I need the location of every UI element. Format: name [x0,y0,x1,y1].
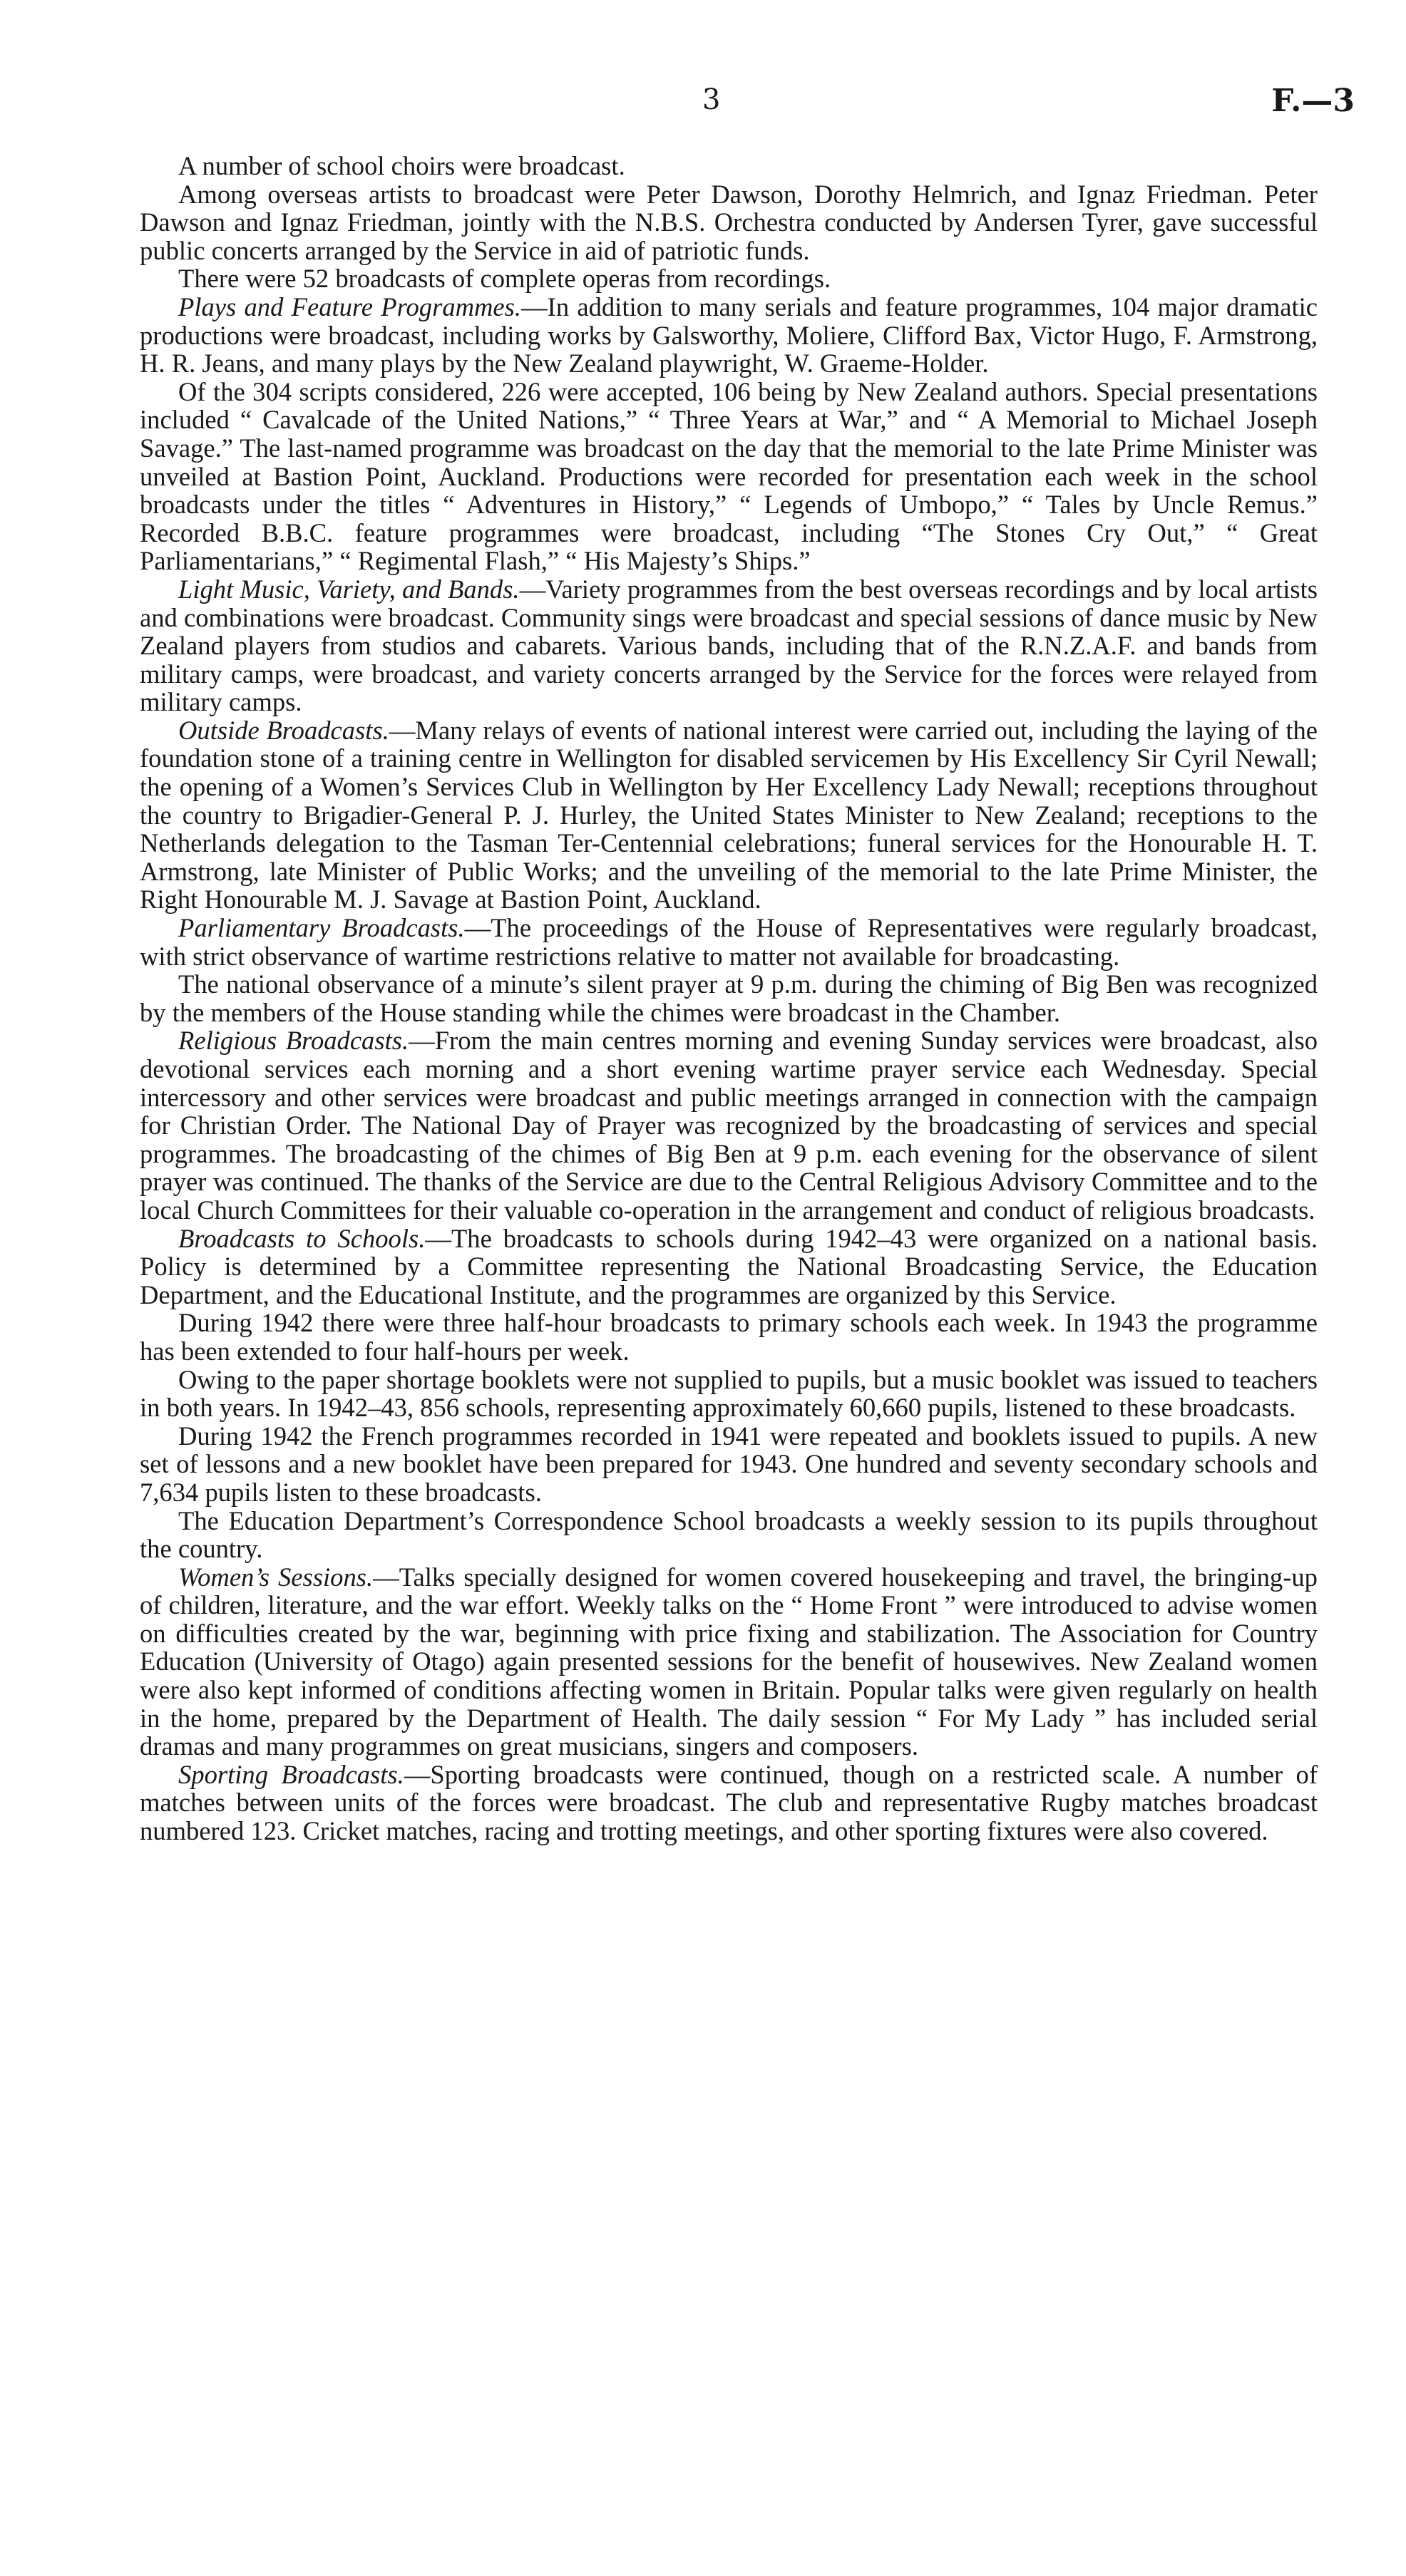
paragraph-school-choirs: A number of school choirs were broadcast. [178,151,625,180]
document-code: F.—3 [1271,83,1355,119]
paragraph-sporting-broadcasts: Sporting Broadcasts.—Sporting broadcasts were continued, though on a restricted scale. A number of matches between units of the forces were broadcast. The club and representative Rugby matches broadcast numbered 123. Cricket matches, racing and trotting meetings, and other sporting fixtures were also covered. [140,1759,1318,1846]
page-number: 3 [702,83,721,116]
paragraph-outside-broadcasts: Outside Broadcasts.—Many relays of events of national interest were carried out, including the laying of the foundation stone of a training centre in Wellington for disabled servicemen by His Excellency Sir Cyril Newall; the opening of a Women’s Services Club in Wellington by Her Excellency Lady Newall; receptions throughout the country to Brigadier-General P. J. Hurley, the United States Minister to New Zealand; receptions to the Netherlands delegation to the Tasman Ter-Centennial celebrations; funeral services for the Honourable H. T. Armstrong, late Minister of Public Works; and the unveiling of the memorial to the late Prime Minister, the Right Honourable M. J. Savage at Bastion Point, Auckland. [140,715,1318,915]
paragraph-overseas-artists: Among overseas artists to broadcast were Peter Dawson, Dorothy Helmrich, and Ignaz Friedman. Peter Dawson and Ignaz Friedman, jointly with the N.B.S. Orchestra conducted by Andersen Tyrer, gave successful public concerts arranged by the Service in aid of patriotic funds. [140,179,1318,265]
paragraph-light-music: Light Music, Variety, and Bands.—Variety programmes from the best overseas recordings and by local artists and combinations were broadcast. Community sings were broadcast and special sessions of dance music by New Zealand players from studios and cabarets. Various bands, including that of the R.N.Z.A.F. and bands from military camps, were broadcast, and variety concerts arranged by the Service for the forces were relayed from military camps. [140,574,1318,717]
paragraph-broadcasts-to-schools: Broadcasts to Schools.—The broadcasts to schools during 1942–43 were organized on a national basis. Policy is determined by a Committee representing the National Broadcasting Service, the Education Department, and the Educational Institute, and the programmes are organized by this Service. [140,1223,1318,1309]
paragraph-french-programmes: During 1942 the French programmes recorded in 1941 were repeated and booklets issued to pupils. A new set of lessons and a new booklet have been prepared for 1943. One hundred and seventy secondary schools and 7,634 pupils listen to these broadcasts. [140,1421,1318,1507]
section-caption: Sporting Broadcasts. [178,1759,404,1789]
section-caption: Outside Broadcasts. [178,715,389,745]
paragraph-womens-sessions: Women’s Sessions.—Talks specially designed for women covered housekeeping and travel, the bringing-up of children, literature, and the war effort. Weekly talks on the “ Home Front ” were introduced to advise women on difficulties created by the war, beginning with price fixing and stabilization. The Association for Country Education (University of Otago) again presented sessions for the benefit of housewives. New Zealand women were also kept informed of conditions affecting women in Britain. Popular talks were given regularly on health in the home, prepared by the Department of Health. The daily session “ For My Lady ” has included serial dramas and many programmes on great musicians, singers and composers. [140,1562,1318,1761]
paragraph-operas: There were 52 broadcasts of complete operas from recordings. [178,264,831,294]
page-header [143,83,1355,128]
paragraph-scripts: Of the 304 scripts considered, 226 were accepted, 106 being by New Zealand authors. Special presentations included “ Cavalcade of the United Nations,” “ Three Years at War,” and “ A Memorial to Michael Joseph Savage.” The last-named programme was broadcast on the day that the memorial to the late Prime Minister was unveiled at Bastion Point, Auckland. Productions were recorded for presentation each week in the school broadcasts under the titles “ Adventures in History,” “ Legends of Umbopo,” “ Tales by Uncle Remus.” Recorded B.B.C. feature programmes were broadcast, including “The Stones Cry Out,” “ Great Parliamentarians,” “ Regimental Flash,” “ His Majesty’s Ships.” [140,376,1318,576]
section-caption: Broadcasts to Schools. [178,1223,426,1253]
section-caption: Women’s Sessions. [178,1562,374,1592]
section-caption: Light Music, Variety, and Bands. [178,574,520,604]
paragraph-religious-broadcasts: Religious Broadcasts.—From the main centres morning and evening Sunday services were broadcast, also devotional services each morning and a short evening wartime prayer service each Wednesday. Special intercessory and other services were broadcast and public meetings arranged in connection with the campaign for Christian Order. The National Day of Prayer was recognized by the broadcasting of services and special programmes. The broadcasting of the chimes of Big Ben at 9 p.m. each evening for the observance of silent prayer was continued. The thanks of the Service are due to the Central Religious Advisory Committee and to the local Church Committees for their valuable co-operation in the arrangement and conduct of religious broadcasts. [140,1026,1318,1225]
paragraph-plays-feature-programmes: Plays and Feature Programmes.—In addition to many serials and feature programmes, 104 major dramatic productions were broadcast, including works by Galsworthy, Moliere, Clifford Bax, Victor Hugo, F. Armstrong, H. R. Jeans, and many plays by the New Zealand playwright, W. Graeme-Holder. [140,292,1318,378]
section-caption: Plays and Feature Programmes. [178,292,522,321]
paragraph-primary-schools: During 1942 there were three half-hour broadcasts to primary schools each week. In 1943 the programme has been extended to four half-hours per week. [140,1308,1318,1366]
paragraph-parliamentary-broadcasts: Parliamentary Broadcasts.—The proceedings of the House of Representatives were regularly broadcast, with strict observance of wartime restrictions relative to matter not available for broadcasting. [140,913,1318,971]
section-caption: Religious Broadcasts. [178,1026,409,1056]
paragraph-correspondence-school: The Education Department’s Correspondence School broadcasts a weekly session to its pupils throughout the country. [140,1505,1318,1564]
paragraph-silent-prayer: The national observance of a minute’s silent prayer at 9 p.m. during the chiming of Big Ben was recognized by the members of the House standing while the chimes were broadcast in the Chamber. [140,969,1318,1027]
paragraph-paper-shortage: Owing to the paper shortage booklets were not supplied to pupils, but a music booklet was issued to teachers in both years. In 1942–43, 856 schools, representing approximately 60,660 pupils, listened to these broadcasts. [140,1364,1318,1423]
section-caption: Parliamentary Broadcasts. [178,913,465,943]
document-body [140,152,1318,1845]
